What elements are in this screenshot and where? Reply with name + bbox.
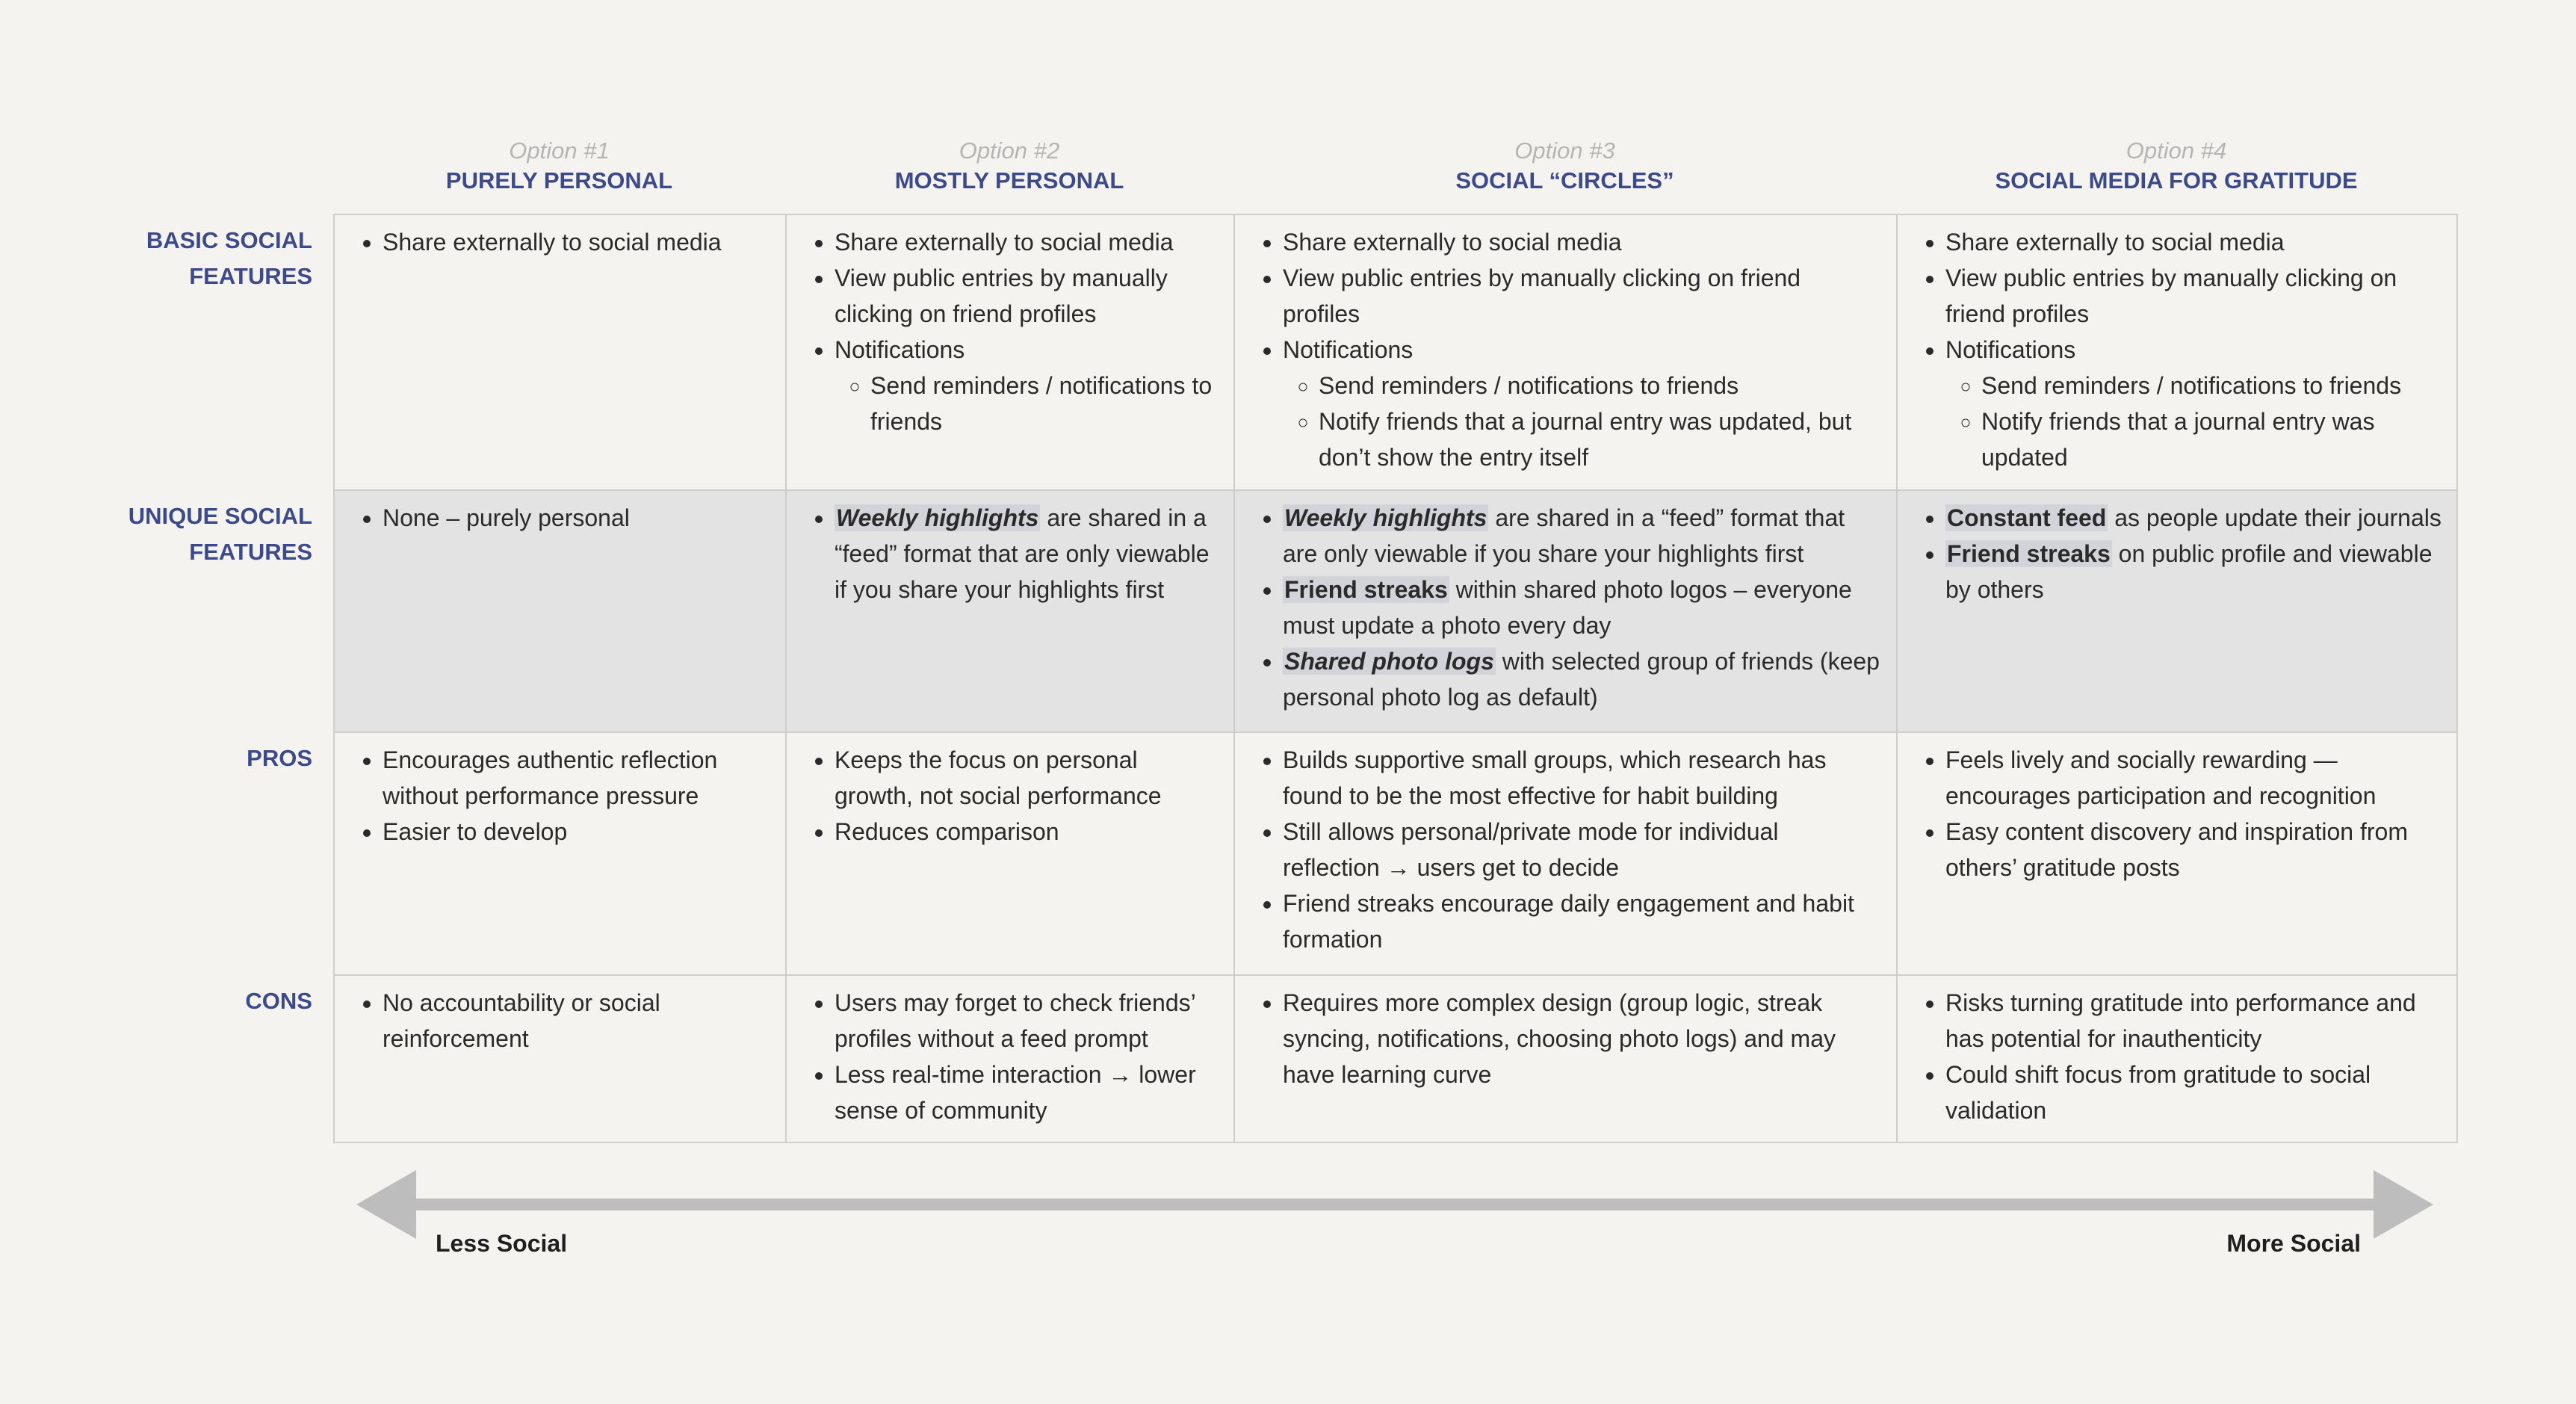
table-cell: [334, 975, 786, 1142]
bullet-list: [802, 500, 1219, 607]
list-item: [1945, 260, 2442, 332]
column-header: [333, 136, 785, 196]
bullet-list: [802, 742, 1219, 850]
text-segment: Reduces comparison: [835, 818, 1059, 845]
option-title: SOCIAL “CIRCLES”: [1455, 167, 1674, 194]
row-label: UNIQUE SOCIAL FEATURES: [128, 503, 312, 565]
text-segment: are shared in a “feed” format that are only viewable if you share your highlights first: [1283, 504, 1845, 567]
text-segment: Easier to develop: [383, 818, 568, 845]
text-segment: Easy content discovery and inspiration from others’ gratitude posts: [1945, 818, 2408, 881]
text-segment: Notify friends that a journal entry was updated: [1981, 408, 2375, 471]
comparison-table: [333, 214, 2458, 1143]
table-cell: [1897, 975, 2457, 1142]
bullet-list: [350, 500, 770, 536]
table-cell: [786, 732, 1234, 975]
highlighted-term: Shared photo logs: [1284, 648, 1494, 675]
list-item: [835, 814, 1219, 850]
text-segment: Notifications: [1283, 336, 1414, 363]
row-label: PROS: [247, 745, 312, 771]
table-cell: [1234, 732, 1897, 975]
list-item: [1283, 224, 1881, 260]
text-segment: Send reminders / notifications to friends: [1981, 372, 2402, 399]
list-item: [835, 224, 1219, 260]
table-cell: [334, 490, 786, 732]
table-cell: [786, 490, 1234, 732]
table-cell: [1897, 490, 2457, 732]
table-cell: [1897, 214, 2457, 490]
highlighted-term: Friend streaks: [1284, 576, 1448, 603]
bullet-list: [1913, 224, 2442, 475]
list-item: [383, 224, 770, 260]
bullet-list: [350, 224, 770, 260]
text-segment: Share externally to social media: [1283, 229, 1622, 256]
option-title: PURELY PERSONAL: [445, 167, 673, 194]
option-number: Option #4: [2125, 137, 2227, 164]
list-item: [1945, 1057, 2442, 1128]
text-segment: Notifications: [1945, 336, 2076, 363]
list-item: [1981, 403, 2442, 475]
list-item: [835, 1057, 1219, 1128]
option-number: Option #1: [509, 137, 610, 164]
list-item: [383, 814, 770, 850]
text-segment: with selected group of friends (keep personal photo log as default): [1283, 648, 1880, 711]
more-social-label: More Social: [2226, 1230, 2361, 1257]
list-item: [1319, 403, 1881, 475]
text-segment: Users may forget to check friends’ profiles without a feed prompt: [835, 989, 1195, 1052]
social-spectrum-arrow: [356, 1170, 2433, 1239]
row-label: CONS: [245, 988, 312, 1014]
bullet-list: [1913, 985, 2442, 1128]
list-item: [835, 985, 1219, 1057]
list-item: [870, 368, 1219, 439]
text-segment: Share externally to social media: [1945, 229, 2285, 256]
bullet-list: [1250, 985, 1881, 1092]
table-cell: [1897, 732, 2457, 975]
highlighted-term: Constant feed: [1947, 504, 2107, 531]
text-segment: Less real-time interaction → lower sense of community: [835, 1061, 1196, 1124]
bullet-list: [1250, 500, 1881, 715]
list-item: [1283, 260, 1881, 332]
list-item: [1319, 368, 1881, 403]
table-cell: [1234, 214, 1897, 490]
table-row: [334, 214, 2457, 490]
option-number: Option #2: [959, 137, 1060, 164]
text-segment: Requires more complex design (group logic, streak syncing, notifications, choosing photo logs) and may have learning curve: [1283, 989, 1836, 1088]
list-item: [835, 742, 1219, 814]
table-row: [334, 490, 2457, 732]
arrow-left-head-icon: [356, 1170, 416, 1239]
text-segment: View public entries by manually clicking on friend profiles: [835, 265, 1168, 327]
text-segment: Share externally to social media: [835, 229, 1174, 256]
text-segment: Send reminders / notifications to friends: [870, 372, 1213, 435]
list-item: [1283, 643, 1881, 715]
table-cell: [1234, 490, 1897, 732]
column-header: [785, 136, 1233, 196]
row-label: BASIC SOCIAL FEATURES: [146, 227, 312, 289]
table-cell: [334, 214, 786, 490]
bullet-list: [1913, 500, 2442, 607]
text-segment: None – purely personal: [383, 504, 630, 531]
list-item: [1945, 742, 2442, 814]
highlighted-term: Friend streaks: [1947, 540, 2111, 567]
text-segment: Could shift focus from gratitude to social validation: [1945, 1061, 2371, 1124]
bullet-list: [835, 368, 1219, 439]
less-social-label: Less Social: [436, 1230, 568, 1257]
text-segment: Still allows personal/private mode for individual reflection → users get to decide: [1283, 818, 1779, 881]
list-item: [1945, 332, 2442, 475]
list-item: [1981, 368, 2442, 403]
bullet-list: [350, 985, 770, 1057]
column-header: [1896, 136, 2456, 196]
list-item: [1945, 224, 2442, 260]
list-item: [1945, 814, 2442, 885]
arrow-right-head-icon: [2374, 1170, 2433, 1239]
highlighted-term: Weekly highlights: [836, 504, 1039, 531]
option-title: MOSTLY PERSONAL: [894, 167, 1124, 194]
highlighted-term: Weekly highlights: [1284, 504, 1487, 531]
table-cell: [1234, 975, 1897, 1142]
list-item: [835, 260, 1219, 332]
option-title: SOCIAL MEDIA FOR GRATITUDE: [1995, 167, 2358, 194]
bullet-list: [1913, 742, 2442, 885]
text-segment: Send reminders / notifications to friends: [1319, 372, 1739, 399]
bullet-list: [1250, 224, 1881, 475]
bullet-list: [1250, 742, 1881, 957]
list-item: [1283, 885, 1881, 957]
text-segment: Share externally to social media: [383, 229, 722, 256]
list-item: [383, 500, 770, 536]
text-segment: No accountability or social reinforcement: [383, 989, 660, 1052]
list-item: [1283, 500, 1881, 572]
list-item: [1945, 985, 2442, 1057]
list-item: [1283, 814, 1881, 885]
option-number: Option #3: [1514, 137, 1615, 164]
text-segment: within shared photo logos – everyone must update a photo every day: [1283, 576, 1852, 639]
bullet-list: [802, 224, 1219, 439]
table-cell: [786, 975, 1234, 1142]
list-item: [835, 332, 1219, 439]
list-item: [383, 742, 770, 814]
text-segment: as people update their journals: [2108, 504, 2442, 531]
column-header: [1233, 136, 1896, 196]
list-item: [1945, 536, 2442, 607]
text-segment: Feels lively and socially rewarding — encourages participation and recognition: [1945, 746, 2377, 809]
text-segment: Notifications: [835, 336, 965, 363]
text-segment: Builds supportive small groups, which research has found to be the most effective for habit building: [1283, 746, 1827, 809]
arrow-shaft: [415, 1199, 2375, 1210]
table-cell: [786, 214, 1234, 490]
text-segment: are shared in a “feed” format that are only viewable if you share your highlights first: [835, 504, 1210, 603]
list-item: [1283, 742, 1881, 814]
table-row: [334, 975, 2457, 1142]
list-item: [1945, 500, 2442, 536]
list-item: [1283, 572, 1881, 643]
text-segment: Risks turning gratitude into performance and has potential for inauthenticity: [1945, 989, 2416, 1052]
bullet-list: [802, 985, 1219, 1128]
text-segment: Encourages authentic reflection without performance pressure: [383, 746, 718, 809]
text-segment: View public entries by manually clicking on friend profiles: [1283, 265, 1801, 327]
list-item: [835, 500, 1219, 607]
list-item: [1283, 985, 1881, 1092]
table-row: [334, 732, 2457, 975]
text-segment: on public profile and viewable by others: [1945, 540, 2433, 603]
bullet-list: [1283, 368, 1881, 475]
list-item: [1283, 332, 1881, 475]
list-item: [383, 985, 770, 1057]
text-segment: Keeps the focus on personal growth, not social performance: [835, 746, 1162, 809]
text-segment: Friend streaks encourage daily engagement and habit formation: [1283, 890, 1854, 953]
text-segment: View public entries by manually clicking on friend profiles: [1945, 265, 2397, 327]
bullet-list: [1945, 368, 2442, 475]
table-cell: [334, 732, 786, 975]
text-segment: Notify friends that a journal entry was updated, but don’t show the entry itself: [1319, 408, 1852, 471]
bullet-list: [350, 742, 770, 850]
